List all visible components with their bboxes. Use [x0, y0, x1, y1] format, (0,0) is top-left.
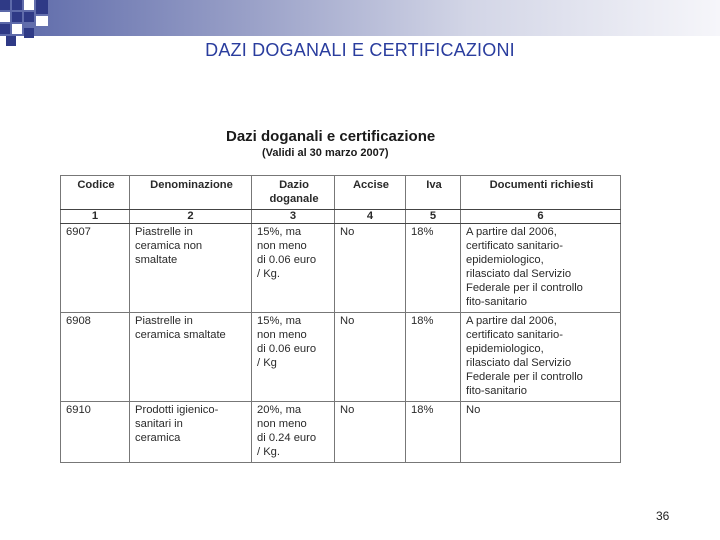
cell-documenti: A partire dal 2006, certificato sanitario- epidemiologico, rilasciato dal Servizio Federale per il controllo fito-sanitario	[461, 224, 621, 313]
square-decoration	[0, 0, 10, 10]
square-decoration	[36, 16, 48, 26]
square-decoration	[24, 0, 34, 10]
header-gradient-band	[0, 0, 720, 36]
column-number: 5	[406, 210, 461, 224]
table-row	[61, 402, 621, 463]
table-row	[61, 224, 621, 313]
column-number: 3	[252, 210, 335, 224]
cell-documenti: A partire dal 2006, certificato sanitario- epidemiologico, rilasciato dal Servizio Federale per il controllo fito-sanitario	[461, 313, 621, 402]
cell-denominazione: Prodotti igienico- sanitari in ceramica	[130, 402, 252, 463]
column-number: 1	[61, 210, 130, 224]
square-decoration	[12, 12, 22, 22]
square-decoration	[36, 0, 48, 14]
cell-accise: No	[335, 313, 406, 402]
page-number: 36	[656, 509, 670, 523]
header-iva: Iva	[406, 176, 461, 210]
document-title: Dazi doganali e certificazione	[226, 128, 436, 145]
cell-iva: 18%	[406, 402, 461, 463]
cell-codice: 6910	[61, 402, 130, 463]
cell-denominazione: Piastrelle in ceramica smaltate	[130, 313, 252, 402]
header-accise: Accise	[335, 176, 406, 210]
square-decoration	[24, 12, 34, 22]
column-number-row	[61, 210, 621, 224]
square-decoration	[0, 24, 10, 34]
document-subtitle: (Validi al 30 marzo 2007)	[262, 147, 389, 159]
cell-iva: 18%	[406, 224, 461, 313]
customs-duties-table	[60, 175, 621, 463]
cell-codice: 6907	[61, 224, 130, 313]
cell-dazio: 15%, ma non meno di 0.06 euro / Kg.	[252, 224, 335, 313]
table-row	[61, 313, 621, 402]
cell-codice: 6908	[61, 313, 130, 402]
header-documenti-richiesti: Documenti richiesti	[461, 176, 621, 210]
cell-accise: No	[335, 224, 406, 313]
cell-denominazione: Piastrelle in ceramica non smaltate	[130, 224, 252, 313]
header-codice: Codice	[61, 176, 130, 210]
square-decoration	[12, 24, 22, 34]
slide-title: DAZI DOGANALI E CERTIFICAZIONI	[205, 40, 515, 60]
table-header-row	[61, 176, 621, 210]
square-decoration	[0, 12, 10, 22]
column-number: 6	[461, 210, 621, 224]
cell-documenti: No	[461, 402, 621, 463]
cell-accise: No	[335, 402, 406, 463]
cell-iva: 18%	[406, 313, 461, 402]
cell-dazio: 15%, ma non meno di 0.06 euro / Kg	[252, 313, 335, 402]
column-number: 2	[130, 210, 252, 224]
header-dazio-doganale: Dazio doganale	[252, 176, 335, 210]
header-denominazione: Denominazione	[130, 176, 252, 210]
column-number: 4	[335, 210, 406, 224]
square-decoration	[24, 28, 34, 38]
square-decoration	[12, 0, 22, 10]
cell-dazio: 20%, ma non meno di 0.24 euro / Kg.	[252, 402, 335, 463]
